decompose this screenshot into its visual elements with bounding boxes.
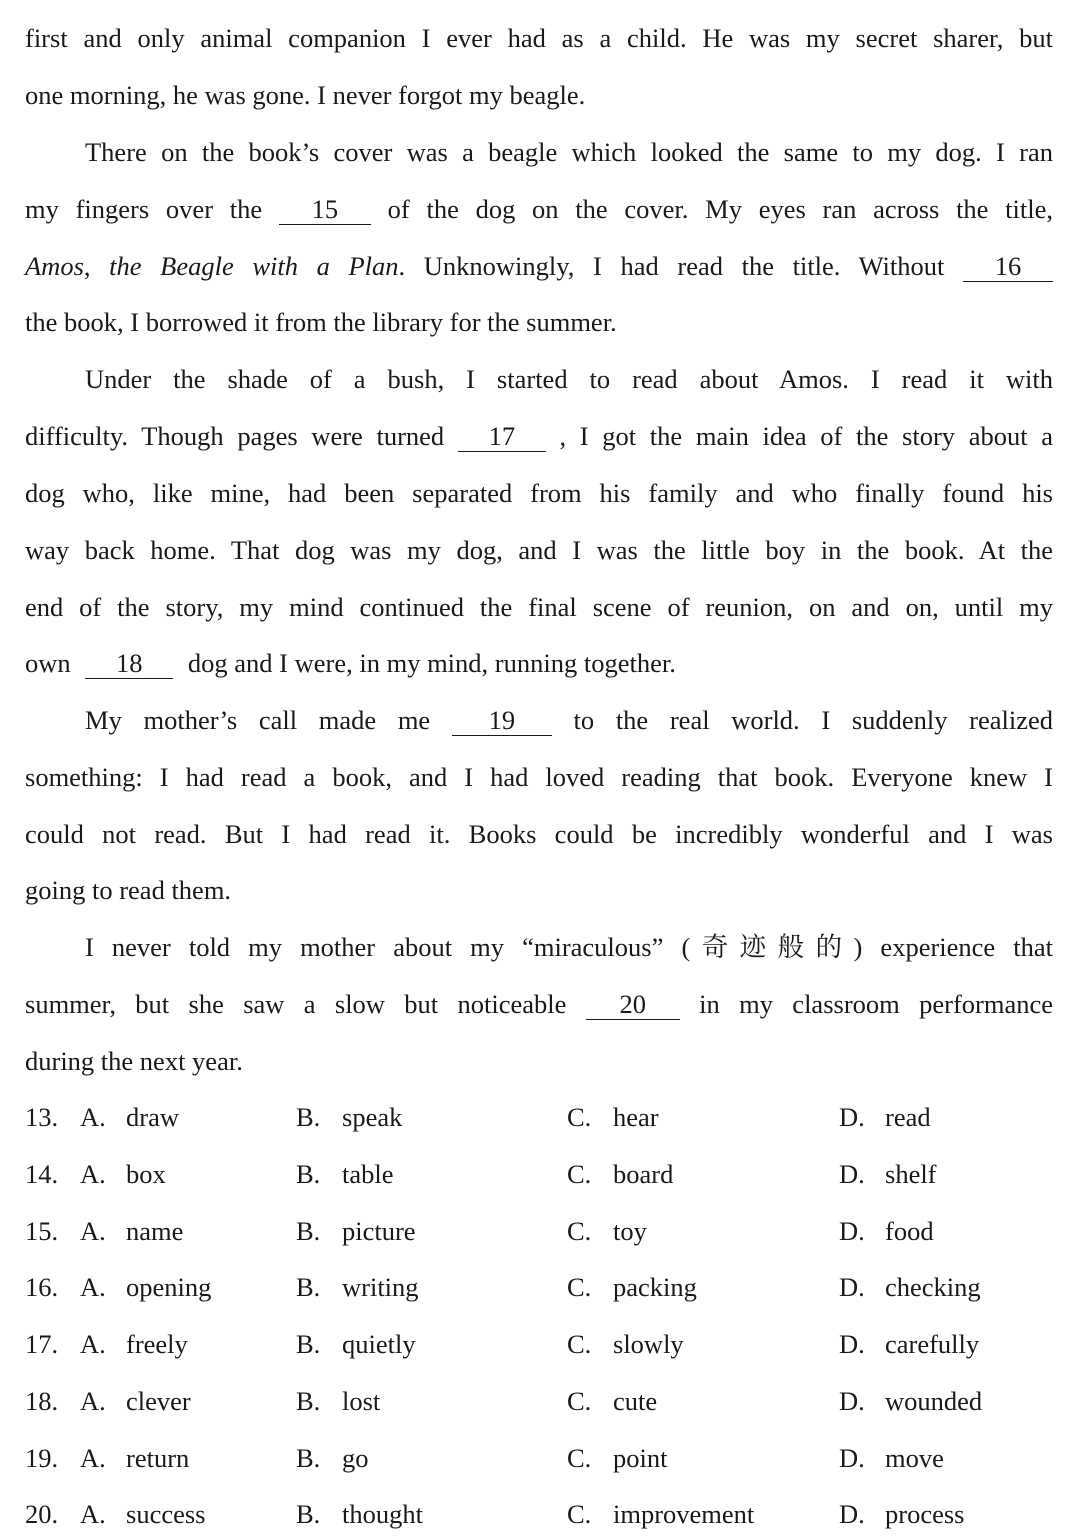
text-run: difficulty. Though pages were turned [25,421,445,451]
option-c [567,1494,754,1534]
option-label: C. [567,1329,592,1359]
question-row [0,1494,1079,1534]
passage-line [25,246,1053,286]
question-number: 17. [25,1329,59,1359]
passage-line: dog who, like mine, had been separated from his family and who finally found his [25,478,1053,508]
option-label: C. [567,1272,592,1302]
option-text: improvement [613,1499,755,1529]
option-label: A. [80,1102,106,1132]
question-row [0,1267,1079,1307]
passage-line [85,700,1053,740]
blank-18: 18 [85,648,173,679]
option-label: B. [296,1159,321,1189]
option-a [80,1097,179,1137]
blank-15: 15 [279,194,371,225]
option-text: name [126,1216,184,1246]
option-text: draw [126,1102,179,1132]
option-b [296,1438,369,1478]
option-label: C. [567,1159,592,1189]
option-label: A. [80,1272,106,1302]
blank-16: 16 [963,251,1053,282]
option-d [839,1267,981,1307]
option-text: read [885,1102,931,1132]
option-text: table [342,1159,394,1189]
text-run: in my classroom performance [699,989,1054,1019]
option-text: go [342,1443,369,1473]
option-label: D. [839,1216,865,1246]
option-a [80,1381,191,1421]
text-run: , I got the main idea of the story about a [559,421,1054,451]
text-run: to the real world. I suddenly realized [573,705,1054,735]
passage-line: end of the story, my mind continued the final scene of reunion, on and on, until my [25,592,1053,622]
option-label: B. [296,1443,321,1473]
question-number: 18. [25,1386,59,1416]
option-text: opening [126,1272,212,1302]
title-part: the Beagle with a Plan [109,251,399,281]
option-text: box [126,1159,166,1189]
option-text: hear [613,1102,659,1132]
title-part: Amos [25,251,84,281]
question-number: 19. [25,1443,59,1473]
option-text: carefully [885,1329,980,1359]
text-run: own [25,648,71,678]
text-run: . Unknowingly, I had read the title. Without [398,251,945,281]
option-label: A. [80,1216,106,1246]
question-row [0,1381,1079,1421]
option-d [839,1438,944,1478]
option-d [839,1097,931,1137]
question-number: 16. [25,1272,59,1302]
option-text: freely [126,1329,188,1359]
option-label: C. [567,1443,592,1473]
option-b [296,1097,402,1137]
option-text: success [126,1499,206,1529]
option-c [567,1324,684,1364]
text-run: , [83,251,91,281]
option-c [567,1211,647,1251]
option-text: speak [342,1102,403,1132]
option-label: D. [839,1499,865,1529]
option-text: shelf [885,1159,937,1189]
option-text: quietly [342,1329,416,1359]
passage-line [25,189,1053,229]
option-label: B. [296,1499,321,1529]
text-run: dog and I were, in my mind, running together. [187,648,676,678]
option-c [567,1267,697,1307]
option-label: B. [296,1329,321,1359]
passage-line: could not read. But I had read it. Books could be incredibly wonderful and I was [25,819,1053,849]
option-d [839,1494,964,1534]
passage-line: first and only animal companion I ever had as a child. He was my secret sharer, but [25,23,1053,53]
blank-19: 19 [452,705,552,736]
option-label: B. [296,1102,321,1132]
option-text: slowly [613,1329,684,1359]
option-label: C. [567,1102,592,1132]
blank-20: 20 [586,989,680,1020]
passage-line: the book, I borrowed it from the library for the summer. [25,307,617,337]
option-text: wounded [885,1386,983,1416]
question-row [0,1324,1079,1364]
option-text: move [885,1443,944,1473]
option-label: A. [80,1329,106,1359]
option-a [80,1438,189,1478]
text-run: of the dog on the cover. My eyes ran across the title, [387,194,1054,224]
option-d [839,1211,934,1251]
option-label: A. [80,1443,106,1473]
option-a [80,1211,183,1251]
option-label: C. [567,1386,592,1416]
text-run: summer, but she saw a slow but noticeable [25,989,567,1019]
passage-line: one morning, he was gone. I never forgot my beagle. [25,80,586,110]
option-text: checking [885,1272,981,1302]
passage-line: I never told my mother about my “miraculous” (奇迹般的) experience that [85,932,1053,962]
option-label: D. [839,1443,865,1473]
option-a [80,1267,211,1307]
question-row [0,1154,1079,1194]
passage-line: There on the book’s cover was a beagle which looked the same to my dog. I ran [85,137,1053,167]
option-text: food [885,1216,934,1246]
option-label: B. [296,1216,321,1246]
option-text: point [613,1443,668,1473]
option-label: C. [567,1499,592,1529]
option-a [80,1494,205,1534]
option-text: clever [126,1386,191,1416]
passage-line: going to read them. [25,875,232,905]
option-text: cute [613,1386,658,1416]
question-number: 20. [25,1499,59,1529]
question-row [0,1438,1079,1478]
option-label: A. [80,1386,106,1416]
option-label: D. [839,1386,865,1416]
option-label: A. [80,1159,106,1189]
option-label: B. [296,1386,321,1416]
option-c [567,1381,657,1421]
option-text: packing [613,1272,697,1302]
option-text: picture [342,1216,416,1246]
option-b [296,1381,380,1421]
question-row [0,1211,1079,1251]
option-d [839,1381,982,1421]
passage-line [25,984,1053,1024]
option-b [296,1324,416,1364]
option-text: return [126,1443,190,1473]
option-d [839,1154,937,1194]
option-a [80,1324,188,1364]
blank-17: 17 [458,421,546,452]
question-row [0,1097,1079,1137]
option-a [80,1154,166,1194]
passage-line: Under the shade of a bush, I started to read about Amos. I read it with [85,364,1053,394]
option-label: D. [839,1159,865,1189]
text-run: my fingers over the [25,194,263,224]
passage-line: something: I had read a book, and I had loved reading that book. Everyone knew I [25,762,1053,792]
option-label: A. [80,1499,106,1529]
option-label: D. [839,1272,865,1302]
option-label: C. [567,1216,592,1246]
question-number: 14. [25,1159,59,1189]
book-title [25,251,399,281]
text-run: My mother’s call made me [85,705,431,735]
question-number: 13. [25,1102,59,1132]
option-b [296,1494,423,1534]
option-label: D. [839,1329,865,1359]
option-text: board [613,1159,674,1189]
option-text: lost [342,1386,381,1416]
passage-line [25,416,1053,456]
option-d [839,1324,979,1364]
option-label: D. [839,1102,865,1132]
passage-line: way back home. That dog was my dog, and I was the little boy in the book. At the [25,535,1053,565]
option-b [296,1154,394,1194]
option-c [567,1097,659,1137]
question-number: 15. [25,1216,59,1246]
option-c [567,1154,673,1194]
option-label: B. [296,1272,321,1302]
option-c [567,1438,667,1478]
option-text: toy [613,1216,647,1246]
option-text: thought [342,1499,423,1529]
passage-line [25,643,1053,683]
option-text: process [885,1499,965,1529]
option-text: writing [342,1272,419,1302]
option-b [296,1211,416,1251]
passage-line: during the next year. [25,1046,243,1076]
option-b [296,1267,419,1307]
